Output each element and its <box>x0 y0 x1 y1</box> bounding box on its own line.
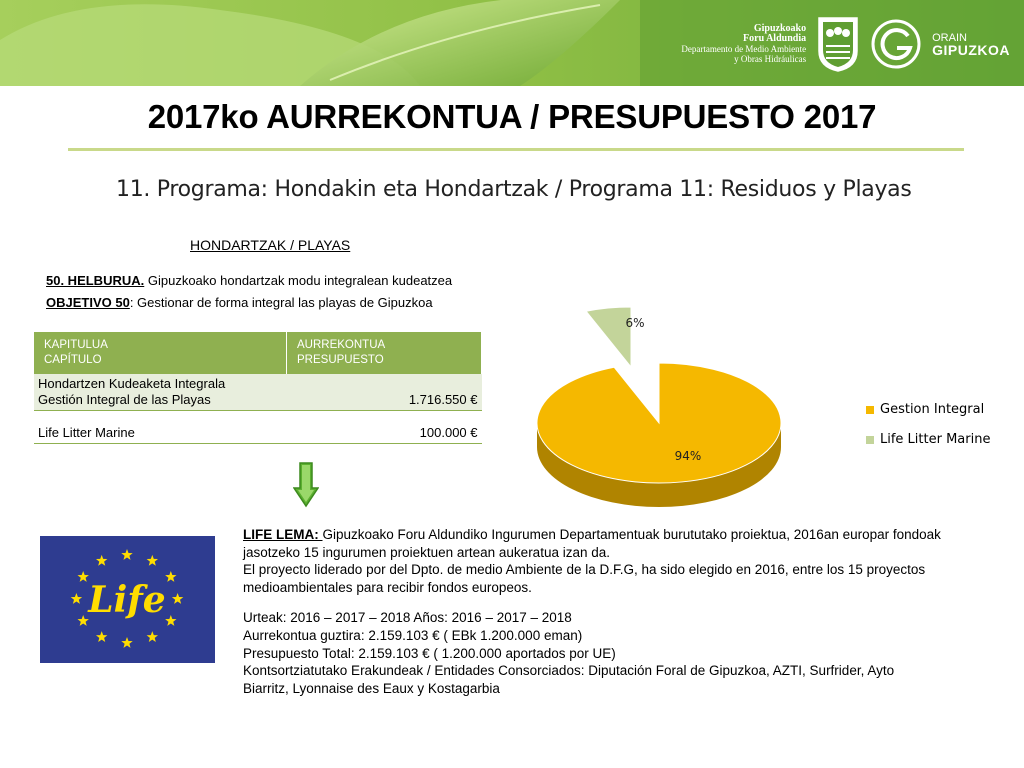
budget-pie-chart <box>520 300 820 510</box>
header-banner <box>0 0 1024 86</box>
slice-label-life-litter-marine: 6% <box>625 316 645 330</box>
life-partners: Kontsortziatutako Erakundeak / Entidades Consorciados: Diputación Foral de Gipuzkoa, AZTI, Surfrider, Ayto Biarritz, Lyonnaise des Eaux y Kostagarbia <box>243 663 895 696</box>
row-amount: 100.000 € <box>287 411 482 444</box>
table-row <box>34 411 482 444</box>
down-arrow-icon <box>293 462 319 508</box>
program-subtitle: 11. Programa: Hondakin eta Hondartzak / Programa 11: Residuos y Playas <box>116 177 912 202</box>
title-divider <box>68 148 964 151</box>
life-logo-text: Life <box>88 579 166 621</box>
table-header-row <box>34 332 482 374</box>
slice-label-gestion-integral: 94% <box>674 449 702 463</box>
row-amount: 1.716.550 € <box>287 374 482 411</box>
orain-gipuzkoa-logo-icon <box>870 18 922 70</box>
row-label: Life Litter Marine <box>34 411 287 444</box>
lema-eu: LIFE LEMA: Gipuzkoako Foru Aldundiko Ingurumen Departamentuak burututako proiektua, 2016an europar fondoak jasotzeko 15 ingurumen proiektuen artean aukeratua izan da. <box>243 527 941 560</box>
orain-gipuzkoa-wordmark: ORAIN GIPUZKOA <box>932 32 1010 58</box>
column-header-chapter: KAPITULUA CAPÍTULO <box>34 332 287 374</box>
life-description <box>243 526 943 697</box>
page-title: 2017ko AURREKONTUA / PRESUPUESTO 2017 <box>147 98 877 135</box>
legend-item-life-litter-marine: Life Litter Marine <box>866 432 990 447</box>
objective-eu: 50. HELBURUA. Gipuzkoako hondartzak modu integralean kudeatzea <box>46 273 453 288</box>
row-label: Hondartzen Kudeaketa Integrala Gestión Integral de las Playas <box>34 374 287 411</box>
pie-slice-life-litter-marine <box>586 307 631 367</box>
life-total-es: Presupuesto Total: 2.159.103 € ( 1.200.000 aportados por UE) <box>243 645 616 661</box>
section-heading: HONDARTZAK / PLAYAS <box>190 237 351 253</box>
legend-swatch <box>866 406 874 414</box>
legend-swatch <box>866 436 874 444</box>
life-years: Urteak: 2016 – 2017 – 2018 Años: 2016 – 2017 – 2018 <box>243 610 572 626</box>
life-total-eu: Aurrekontua guztira: 2.159.103 € ( EBk 1.200.000 eman) <box>243 627 583 643</box>
budget-table <box>34 332 482 444</box>
coat-of-arms-icon <box>816 15 860 73</box>
table-row <box>34 374 482 411</box>
pie-top <box>537 307 781 483</box>
department-label: Gipuzkoako Foru Aldundia Departamento de Medio Ambiente y Obras Hidráulicas <box>681 23 807 64</box>
lema-es: El proyecto liderado por del Dpto. de medio Ambiente de la D.F.G, ha sido elegido en 2016, entre los 15 proyectos medioambientales para recibir fondos europeos. <box>243 562 926 595</box>
eu-life-logo <box>40 536 215 663</box>
column-header-budget: AURREKONTUA PRESUPUESTO <box>287 332 482 374</box>
pie-slice-gestion-integral <box>537 363 781 483</box>
legend-item-gestion-integral: Gestion Integral <box>866 402 984 417</box>
objective-es: OBJETIVO 50: Gestionar de forma integral las playas de Gipuzkoa <box>46 295 433 310</box>
